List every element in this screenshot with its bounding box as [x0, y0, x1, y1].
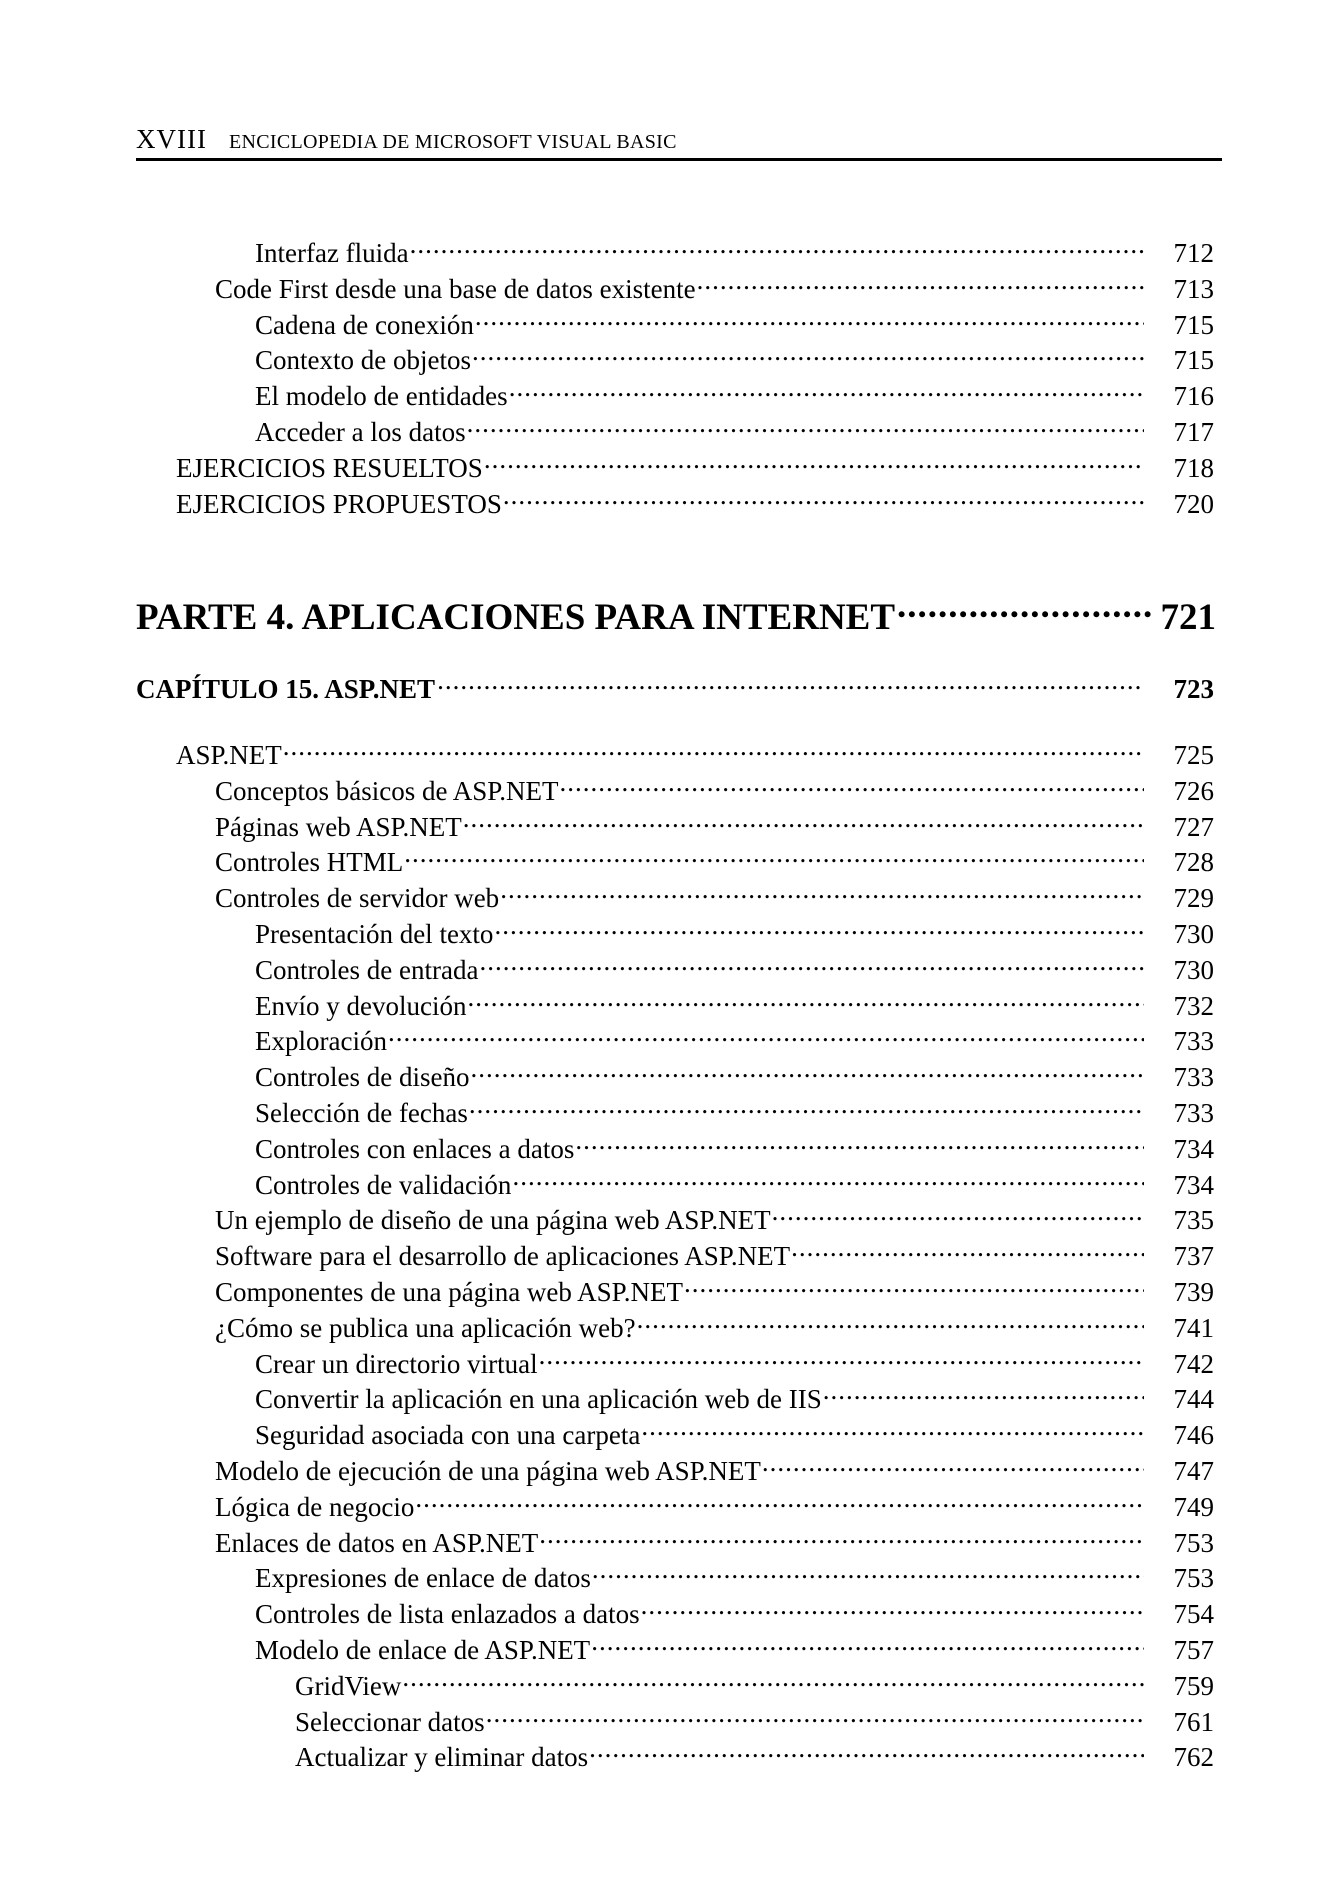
dot-leader [388, 1014, 1144, 1050]
dot-leader [591, 1623, 1144, 1659]
toc-entry-page-number: 734 [1173, 1133, 1214, 1164]
toc-entry-title: Acceder a los datos [255, 417, 466, 447]
toc-entry-title: Envío y devolución [255, 990, 467, 1021]
dot-leader [472, 333, 1144, 369]
dot-leader [467, 405, 1144, 441]
toc-entry-title: Conceptos básicos de ASP.NET [215, 775, 559, 806]
toc-entry-title: Controles con enlaces a datos [255, 1133, 575, 1164]
toc-entry-page-number: 737 [1173, 1241, 1214, 1272]
toc-entry [255, 1551, 1214, 1594]
toc-entry [255, 1337, 1214, 1379]
page-number-roman: XVIII [136, 124, 207, 154]
toc-entry-page-number: 753 [1173, 1563, 1214, 1594]
part-title: PARTE 4. APLICACIONES PARA INTERNET [136, 597, 896, 638]
toc-entry [295, 1730, 1214, 1773]
toc-entry-page-number: 742 [1173, 1348, 1214, 1379]
toc-entry-title: ¿Cómo se publica una aplicación web? [215, 1312, 636, 1343]
dot-leader [539, 1516, 1144, 1552]
toc-entry-page-number: 732 [1173, 990, 1214, 1021]
dot-leader [469, 1086, 1144, 1122]
toc-entry [255, 226, 1214, 268]
dot-leader [470, 1050, 1144, 1086]
dot-leader [404, 835, 1144, 871]
dot-leader [402, 1659, 1144, 1695]
toc-entry-page-number: 757 [1173, 1635, 1214, 1665]
dot-leader [684, 1265, 1144, 1301]
toc-entry [215, 262, 1214, 304]
toc-entry [215, 764, 1214, 806]
toc-entry-title: Modelo de ejecución de una página web ASP.NET [215, 1456, 761, 1486]
toc-entry-title: Exploración [255, 1026, 387, 1057]
toc-entry-page-number: 735 [1173, 1205, 1214, 1236]
toc-entry-page-number: 717 [1173, 417, 1214, 447]
chapter-page-number: 723 [1173, 674, 1214, 704]
toc-entry-page-number: 730 [1173, 954, 1214, 985]
toc-entry-page-number: 733 [1173, 1062, 1214, 1093]
toc-entry-title: Modelo de enlace de ASP.NET [255, 1635, 591, 1665]
toc-entry-title: Controles de entrada [255, 954, 479, 985]
toc-entry [255, 298, 1214, 340]
toc-entry [255, 943, 1214, 985]
toc-entry-title: Crear un directorio virtual [255, 1348, 538, 1379]
toc-entry-page-number: 715 [1173, 345, 1214, 376]
toc-entry-title: Controles de diseño [255, 1062, 470, 1093]
toc-entry [255, 979, 1214, 1021]
dot-leader [503, 477, 1144, 513]
toc-entry-page-number: 744 [1173, 1384, 1214, 1415]
toc-entry-title: GridView [295, 1670, 402, 1701]
toc-entry-page-number: 761 [1173, 1706, 1214, 1737]
dot-leader [589, 1730, 1144, 1766]
toc-entry [295, 1659, 1214, 1701]
toc-entry-title: Seguridad asociada con una carpeta [255, 1420, 641, 1451]
toc-entry-page-number: 712 [1173, 238, 1214, 268]
toc-entry [176, 441, 1214, 483]
dot-leader [494, 907, 1144, 943]
toc-entry-page-number: 749 [1173, 1491, 1214, 1522]
toc-entry-page-number: 725 [1173, 740, 1214, 770]
toc-entry-page-number: 739 [1173, 1277, 1214, 1307]
dot-leader [560, 764, 1145, 800]
toc-entry [255, 1372, 1214, 1415]
toc-entry-title: Lógica de negocio [215, 1491, 415, 1522]
dot-leader [697, 262, 1144, 298]
toc-entry-title: Enlaces de datos en ASP.NET [215, 1527, 539, 1558]
toc-entry [215, 1516, 1214, 1558]
toc-entry-title: Expresiones de enlace de datos [255, 1563, 591, 1594]
toc-entry [176, 728, 1214, 770]
chapter-heading [136, 662, 1214, 704]
toc-entry-page-number: 713 [1173, 273, 1214, 304]
dot-leader [484, 441, 1144, 477]
toc-entry-page-number: 741 [1173, 1312, 1214, 1343]
toc-entry-title: EJERCICIOS RESUELTOS [176, 452, 483, 483]
toc-entry [255, 1122, 1214, 1164]
toc-entry [176, 477, 1214, 519]
toc-entry [215, 1444, 1214, 1486]
toc-entry [255, 405, 1214, 447]
dot-leader [637, 1301, 1144, 1337]
dot-leader [486, 1695, 1144, 1731]
toc-entry [255, 1587, 1214, 1630]
toc-entry [215, 800, 1214, 842]
toc-entry-page-number: 720 [1173, 488, 1214, 519]
part-heading [136, 583, 1216, 638]
toc-entry [215, 1301, 1214, 1343]
toc-entry [255, 333, 1214, 376]
toc-entry-title: El modelo de entidades [255, 381, 508, 412]
toc-entry-page-number: 730 [1173, 919, 1214, 949]
toc-entry-page-number: 746 [1173, 1420, 1214, 1451]
toc-entry-title: Seleccionar datos [295, 1706, 485, 1737]
toc-entry-page-number: 754 [1173, 1599, 1214, 1630]
dot-leader [539, 1337, 1144, 1373]
dot-leader [467, 979, 1144, 1015]
toc-entry-page-number: 759 [1173, 1670, 1214, 1701]
toc-entry [215, 1229, 1214, 1272]
toc-entry [255, 1050, 1214, 1093]
toc-entry [215, 871, 1214, 914]
toc-entry-title: ASP.NET [176, 740, 282, 770]
dot-leader [512, 1158, 1144, 1194]
part-page-number: 721 [1160, 597, 1216, 638]
toc-entry-title: Páginas web ASP.NET [215, 811, 462, 842]
dot-leader [283, 728, 1144, 764]
toc-entry-title: Code First desde una base de datos existente [215, 273, 696, 304]
toc-entry [255, 1158, 1214, 1200]
dot-leader [475, 298, 1144, 334]
dot-leader [592, 1551, 1144, 1587]
dot-leader [500, 871, 1144, 907]
toc-entry [255, 1014, 1214, 1057]
toc-entry-title: Selección de fechas [255, 1098, 468, 1128]
dot-leader [437, 662, 1144, 698]
toc-entry-page-number: 729 [1173, 883, 1214, 914]
toc-entry-page-number: 762 [1173, 1742, 1214, 1773]
dot-leader [791, 1229, 1144, 1265]
toc-entry-page-number: 733 [1173, 1026, 1214, 1057]
toc-entry-title: Controles de servidor web [215, 883, 500, 914]
dot-leader [897, 583, 1152, 629]
toc-entry-page-number: 718 [1173, 452, 1214, 483]
toc-entry-title: Controles HTML [215, 847, 404, 878]
toc-entry [215, 1193, 1214, 1236]
dot-leader [479, 943, 1144, 979]
toc-entry-title: Controles de validación [255, 1169, 512, 1200]
toc-entry [295, 1695, 1214, 1737]
dot-leader [415, 1480, 1144, 1516]
running-header [136, 122, 1222, 161]
dot-leader [641, 1408, 1144, 1444]
dot-leader [823, 1372, 1144, 1408]
toc-entry-title: Contexto de objetos [255, 345, 471, 376]
dot-leader [509, 369, 1144, 405]
dot-leader [575, 1122, 1144, 1158]
toc-entry [255, 1086, 1214, 1128]
toc-entry [215, 1265, 1214, 1307]
toc-entry-title: Convertir la aplicación en una aplicación web de IIS [255, 1384, 822, 1415]
toc-entry-title: Actualizar y eliminar datos [295, 1742, 589, 1773]
chapter-title: CAPÍTULO 15. ASP.NET [136, 674, 436, 704]
toc-entry-page-number: 747 [1173, 1456, 1214, 1486]
toc-entry-title: EJERCICIOS PROPUESTOS [176, 488, 502, 519]
toc-entry-page-number: 734 [1173, 1169, 1214, 1200]
toc-entry [255, 1408, 1214, 1451]
toc-entry-title: Software para el desarrollo de aplicaciones ASP.NET [215, 1241, 791, 1272]
toc-entry-page-number: 753 [1173, 1527, 1214, 1558]
dot-leader [762, 1444, 1144, 1480]
toc-entry-title: Presentación del texto [255, 919, 494, 949]
toc-entry [255, 369, 1214, 412]
dot-leader [463, 800, 1144, 836]
dot-leader [641, 1587, 1144, 1623]
toc-entry-title: Componentes de una página web ASP.NET [215, 1277, 683, 1307]
toc-entry-title: Cadena de conexión [255, 309, 474, 340]
toc-entry [215, 835, 1214, 878]
toc-entry-title: Interfaz fluida [255, 238, 409, 268]
toc-entry-title: Un ejemplo de diseño de una página web ASP.NET [215, 1205, 771, 1236]
toc-entry-page-number: 726 [1173, 775, 1214, 806]
toc-entry [255, 1623, 1214, 1665]
toc-entry-page-number: 728 [1173, 847, 1214, 878]
dot-leader [772, 1193, 1144, 1229]
dot-leader [410, 226, 1144, 262]
toc-entry-page-number: 733 [1173, 1098, 1214, 1128]
book-title: ENCICLOPEDIA DE MICROSOFT VISUAL BASIC [229, 131, 677, 153]
toc-entry-page-number: 716 [1173, 381, 1214, 412]
toc-entry-page-number: 727 [1173, 811, 1214, 842]
toc-entry [215, 1480, 1214, 1522]
toc-entry [255, 907, 1214, 949]
toc-entry-title: Controles de lista enlazados a datos [255, 1599, 640, 1630]
toc-entry-page-number: 715 [1173, 309, 1214, 340]
